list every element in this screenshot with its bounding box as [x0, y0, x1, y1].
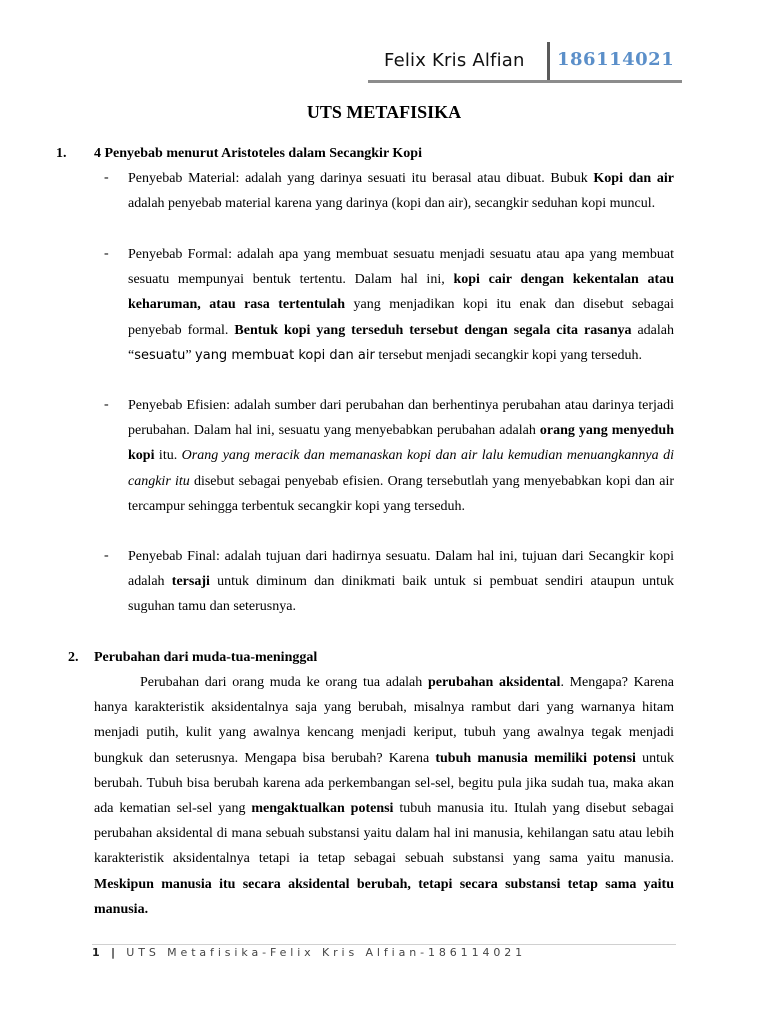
text-run: Penyebab Final: adalah tujuan dari hadirnya sesuatu. Dalam hal ini, tujuan dari Secangkir kopi adalah: [128, 549, 674, 590]
text-run: adalah penyebab material karena yang darinya (kopi dan air), secangkir seduhan kopi muncul.: [128, 196, 656, 212]
bullet-4-dash: -: [104, 548, 109, 563]
bullet-3-text: [128, 393, 674, 519]
text-run: . Mengapa? Karena hanya karakteristik aksidentalnya saja yang berubah, misalnya rambut dari yang warnanya hitam menjadi putih, kulit yang awalnya kencang menjadi keriput, tubuh yang awalnya tegak menjadi bungkuk dan seterusnya. Mengapa bisa berubah? Karena: [94, 675, 674, 766]
header-separator: [547, 42, 550, 80]
text-run: tubuh manusia itu. Itulah yang disebut sebagai perubahan aksidental di mana sebuah substansi yaitu dalam hal ini manusia, kehilangan satu atau lebih karakteristik aksidentalnya tetapi ia tetap sebagai sebuah substansi yang sama yaitu manusia.: [94, 801, 674, 867]
bullet-1-text: [128, 166, 674, 216]
page-number: 1: [92, 946, 104, 959]
section-2-heading: Perubahan dari muda-tua-meninggal: [94, 650, 318, 665]
text-run: Orang yang meracik dan memanaskan kopi dan air lalu kemudian menuangkannya di cangkir itu: [128, 448, 674, 489]
text-run: perubahan aksidental: [427, 675, 561, 690]
bullet-2-dash: -: [104, 246, 109, 261]
bullet-3-dash: -: [104, 397, 109, 412]
footer-rule: [92, 944, 676, 945]
text-run: yang membuat kopi dan air: [195, 347, 375, 363]
text-run: untuk diminum dan dinikmati baik untuk si pembuat sendiri ataupun untuk suguhan tamu dan seterusnya.: [128, 574, 674, 615]
bullet-1-dash: -: [104, 170, 109, 185]
text-run: Kopi dan air: [593, 171, 674, 186]
bullet-4-text: [128, 544, 674, 620]
section-1-number: 1.: [56, 146, 67, 161]
student-id: 186114021: [557, 49, 675, 70]
header-rule: [368, 80, 682, 83]
footer-text: UTS Metafisika-Felix Kris Alfian-186114021: [126, 946, 527, 959]
text-run: adalah “: [128, 322, 674, 363]
text-run: Penyebab Efisien: adalah sumber dari perubahan dan berhentinya perubahan atau darinya terjadi perubahan. Dalam hal ini, sesuatu yang menyebabkan perubahan adalah: [128, 398, 674, 439]
section-1-heading: 4 Penyebab menurut Aristoteles dalam Secangkir Kopi: [94, 146, 422, 161]
text-run: orang yang menyeduh kopi: [128, 423, 674, 464]
text-run: mengaktualkan potensi: [251, 801, 394, 817]
bullet-2-text: [128, 242, 674, 368]
text-run: tubuh manusia memiliki potensi: [435, 750, 636, 766]
text-run: yang menjadikan kopi itu enak dan disebut sebagai penyebab formal.: [128, 297, 674, 338]
text-run: Perubahan dari orang muda ke orang tua adalah: [140, 675, 428, 690]
text-run: untuk berubah. Tubuh bisa berubah karena ada perkembangan sel-sel, begitu pula jika sudah tua, maka akan ada kematian sel-sel yang: [94, 750, 674, 817]
section-2-number: 2.: [68, 650, 79, 665]
document-title: UTS METAFISIKA: [306, 102, 462, 122]
text-run: ”: [185, 347, 196, 363]
text-run: tersaji: [171, 574, 210, 590]
text-run: itu.: [154, 448, 182, 464]
footer-separator: |: [110, 946, 119, 959]
section-2-paragraph: [94, 670, 674, 922]
text-run: tersebut menjadi secangkir kopi yang terseduh.: [374, 347, 642, 363]
text-run: kopi cair dengan kekentalan atau keharuman, atau rasa tertentulah: [128, 272, 675, 313]
author-name: Felix Kris Alfian: [384, 50, 525, 71]
text-run: Penyebab Formal: adalah apa yang membuat sesuatu menjadi sesuatu atau apa yang membuat sesuatu mempunyai bentuk tertentu. Dalam hal ini,: [128, 247, 674, 288]
page-footer: [92, 946, 526, 959]
text-run: Meskipun manusia itu secara aksidental berubah, tetapi secara substansi tetap sama yaitu manusia.: [94, 876, 674, 917]
text-run: disebut sebagai penyebab efisien. Orang tersebutlah yang menyebabkan kopi dan air tercampur sehingga terbentuk secangkir kopi yang terseduh.: [128, 473, 674, 514]
text-run: Penyebab Material: adalah yang darinya sesuati itu berasal atau dibuat. Bubuk: [128, 171, 594, 186]
text-run: sesuatu: [134, 347, 186, 363]
text-run: Bentuk kopi yang terseduh tersebut dengan segala cita rasanya: [234, 322, 632, 338]
